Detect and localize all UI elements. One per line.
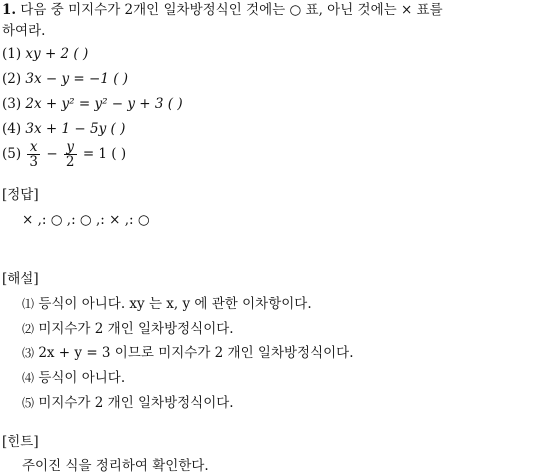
question-line-1 xyxy=(2,1,443,19)
question-item-4 xyxy=(2,120,125,138)
item-expression: 2x + y² = y² − y + 3 ( ) xyxy=(25,96,183,112)
fraction-x-over-3: $\frac{x}{3}$ xyxy=(29,139,39,170)
hint-heading: [힌트] xyxy=(2,434,39,450)
explanation-item-2: ⑵ 미지수가 2 개인 일차방정식이다. xyxy=(22,321,234,337)
explanation-heading: [해설] xyxy=(2,271,39,287)
hint-text: 주이진 식을 정리하여 확인한다. xyxy=(22,458,209,474)
item-label: (1) xyxy=(2,46,22,62)
answer-heading: [정답] xyxy=(2,187,39,203)
explanation-item-5: ⑸ 미지수가 2 개인 일차방정식이다. xyxy=(22,395,234,411)
explanation-item-1: ⑴ 등식이 아니다. xy 는 x, y 에 관한 이차항이다. xyxy=(22,296,312,312)
item-expression: 3x − y = −1 ( ) xyxy=(25,71,129,87)
item-label: (5) xyxy=(2,146,22,162)
question-item-5 xyxy=(2,138,126,170)
item-label: (3) xyxy=(2,96,22,112)
item-label: (4) xyxy=(2,121,22,137)
question-item-3 xyxy=(2,95,183,113)
fraction-y-over-2: $\frac{y}{2}$ xyxy=(65,139,75,170)
answer-text: × ,: ○ ,: ○ ,: × ,: ○ xyxy=(22,212,150,228)
item-expression: xy + 2 ( ) xyxy=(25,46,89,62)
item-label: (2) xyxy=(2,71,22,87)
item-expression-rest: = 1 ( ) xyxy=(82,146,127,162)
question-line-2 xyxy=(2,22,45,40)
question-text-1: 다음 중 미지수가 2개인 일차방정식인 것에는 ○ 표, 아닌 것에는 × 표를 xyxy=(20,2,443,18)
explanation-item-4: ⑷ 등식이 아니다. xyxy=(22,370,126,386)
question-number: 1. xyxy=(2,2,17,18)
question-item-2 xyxy=(2,70,128,88)
question-item-1 xyxy=(2,45,88,63)
minus-sign: − xyxy=(46,146,58,162)
explanation-item-3: ⑶ 2x + y = 3 이므로 미지수가 2 개인 일차방정식이다. xyxy=(22,345,354,361)
item-expression: 3x + 1 − 5y ( ) xyxy=(25,121,126,137)
question-text-2: 하여라. xyxy=(2,23,46,39)
